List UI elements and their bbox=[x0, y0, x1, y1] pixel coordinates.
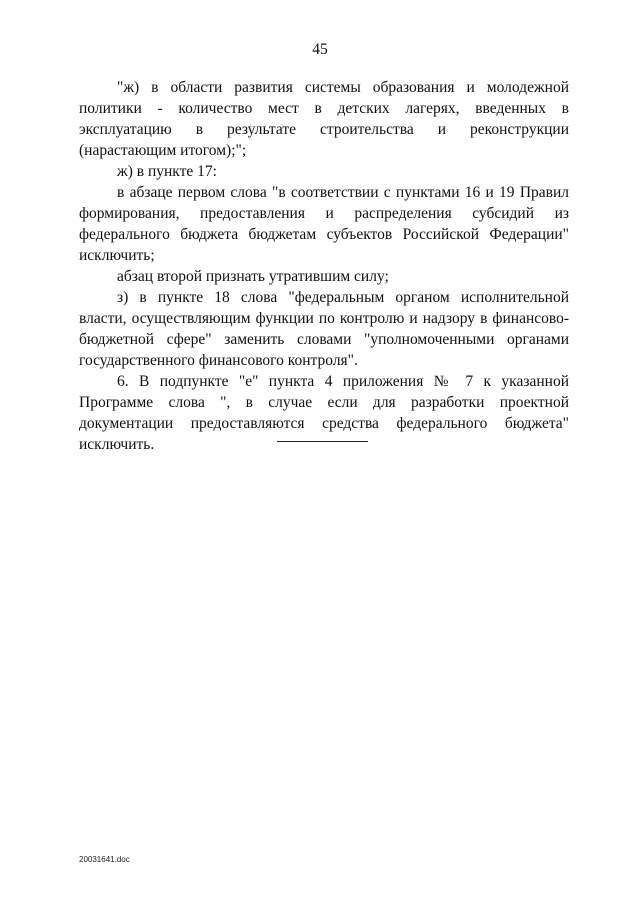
page-number: 45 bbox=[312, 41, 328, 58]
paragraph-second-abzac: абзац второй признать утратившим силу; bbox=[117, 268, 389, 285]
paragraph-point-18: з) в пункте 18 слова "федеральным органом исполнительной власти, осуществляющим функции по контролю и надзору в финансово-бюджетной сфере" заменить словами "уполномоченными органами государственного финансового контроля". bbox=[79, 289, 569, 369]
separator-line bbox=[277, 441, 368, 442]
document-body bbox=[79, 77, 569, 455]
document-id-footer: 20031641.doc bbox=[79, 855, 130, 864]
paragraph-education-policy: "ж) в области развития системы образования и молодежной политики - количество мест в детских лагерях, введенных в эксплуатацию в результате строительства и реконструкции (нарастающим итогом);"; bbox=[79, 79, 569, 159]
paragraph-point-17: ж) в пункте 17: bbox=[117, 163, 217, 180]
paragraph-first-abzac: в абзаце первом слова "в соответствии с пунктами 16 и 19 Правил формирования, предоставления и распределения субсидий из федерального бюджета бюджетам субъектов Российской Федерации" исключить; bbox=[79, 184, 569, 264]
paragraph-appendix-7: 6. В подпункте "е" пункта 4 приложения № 7 к указанной Программе слова ", в случае если для разработки проектной документации предоставляются средства федерального бюджета" исключить. bbox=[79, 373, 569, 453]
